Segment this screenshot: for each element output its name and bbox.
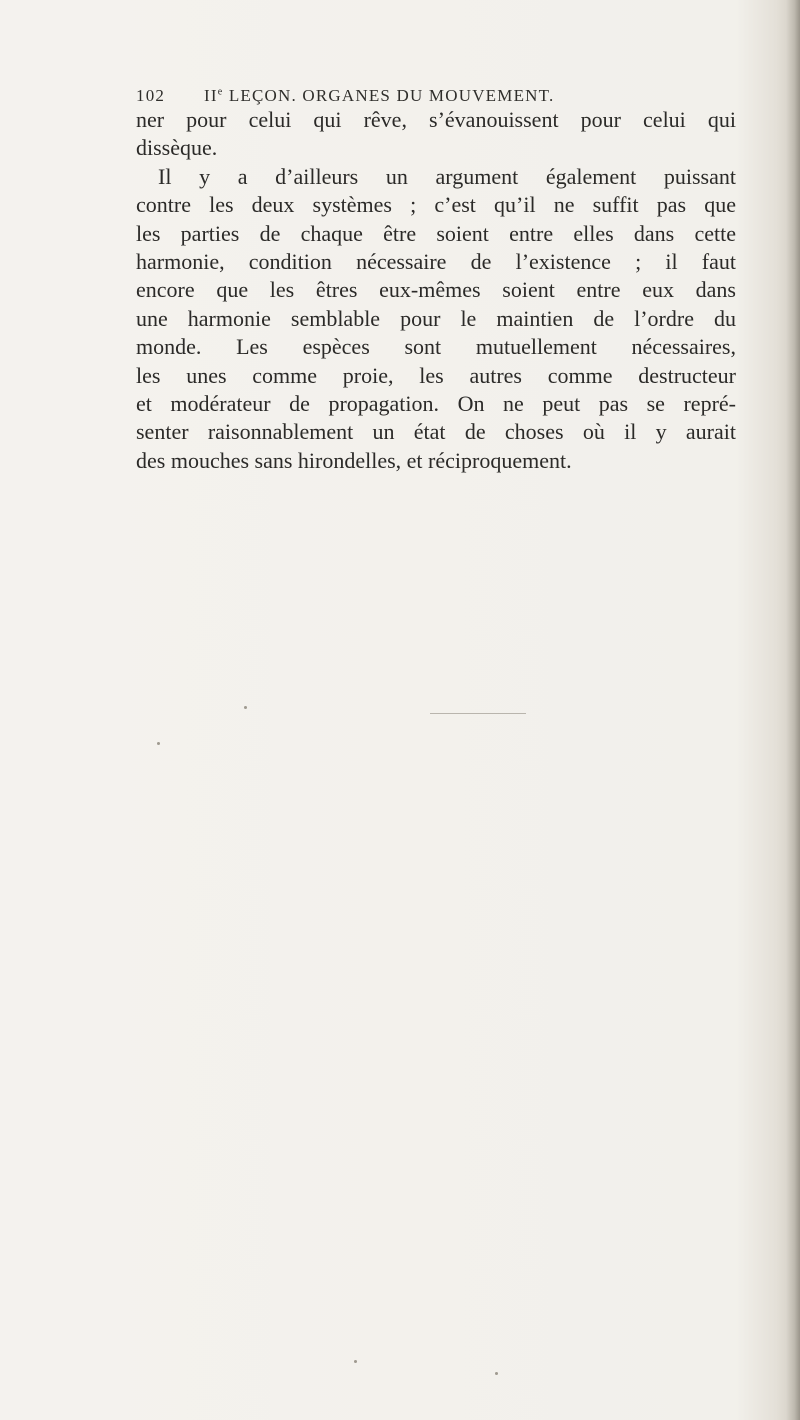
section-separator-rule [430,713,526,714]
text-line: contre les deux systèmes ; c’est qu’il ne suffit pas que [136,192,736,218]
paper-speck [244,706,247,709]
text-line: et modérateur de propagation. On ne peut pas se repré- [136,390,736,416]
text-line: senter raisonnablement un état de choses où il y aurait [136,419,736,445]
text-line: les parties de chaque être soient entre elles dans cette [136,220,736,246]
paper-speck [157,742,160,745]
text-line: Il y a d’ailleurs un argument également puissant [158,163,736,189]
text-line: les unes comme proie, les autres comme destructeur [136,362,736,388]
lesson-superscript: e [217,86,224,98]
lesson-number: II [204,86,218,105]
chapter-title [204,86,554,106]
lesson-title: LEÇON. ORGANES DU MOUVEMENT. [223,86,555,105]
page-edge-shadow [786,0,800,1420]
text-line: encore que les êtres eux-mêmes soient entre eux dans [136,277,736,303]
text-line: dissèque. [136,135,218,161]
page-number: 102 [136,86,166,105]
body-text [136,106,736,475]
text-line: ner pour celui qui rêve, s’évanouissent pour celui qui [136,107,736,132]
text-line: des mouches sans hirondelles, et réciproquement. [136,447,572,473]
text-line: une harmonie semblable pour le maintien de l’ordre du [136,305,736,331]
text-line: harmonie, condition nécessaire de l’existence ; il faut [136,248,736,274]
text-line: monde. Les espèces sont mutuellement nécessaires, [136,334,736,360]
paper-speck [495,1372,498,1375]
paper-speck [354,1360,357,1363]
